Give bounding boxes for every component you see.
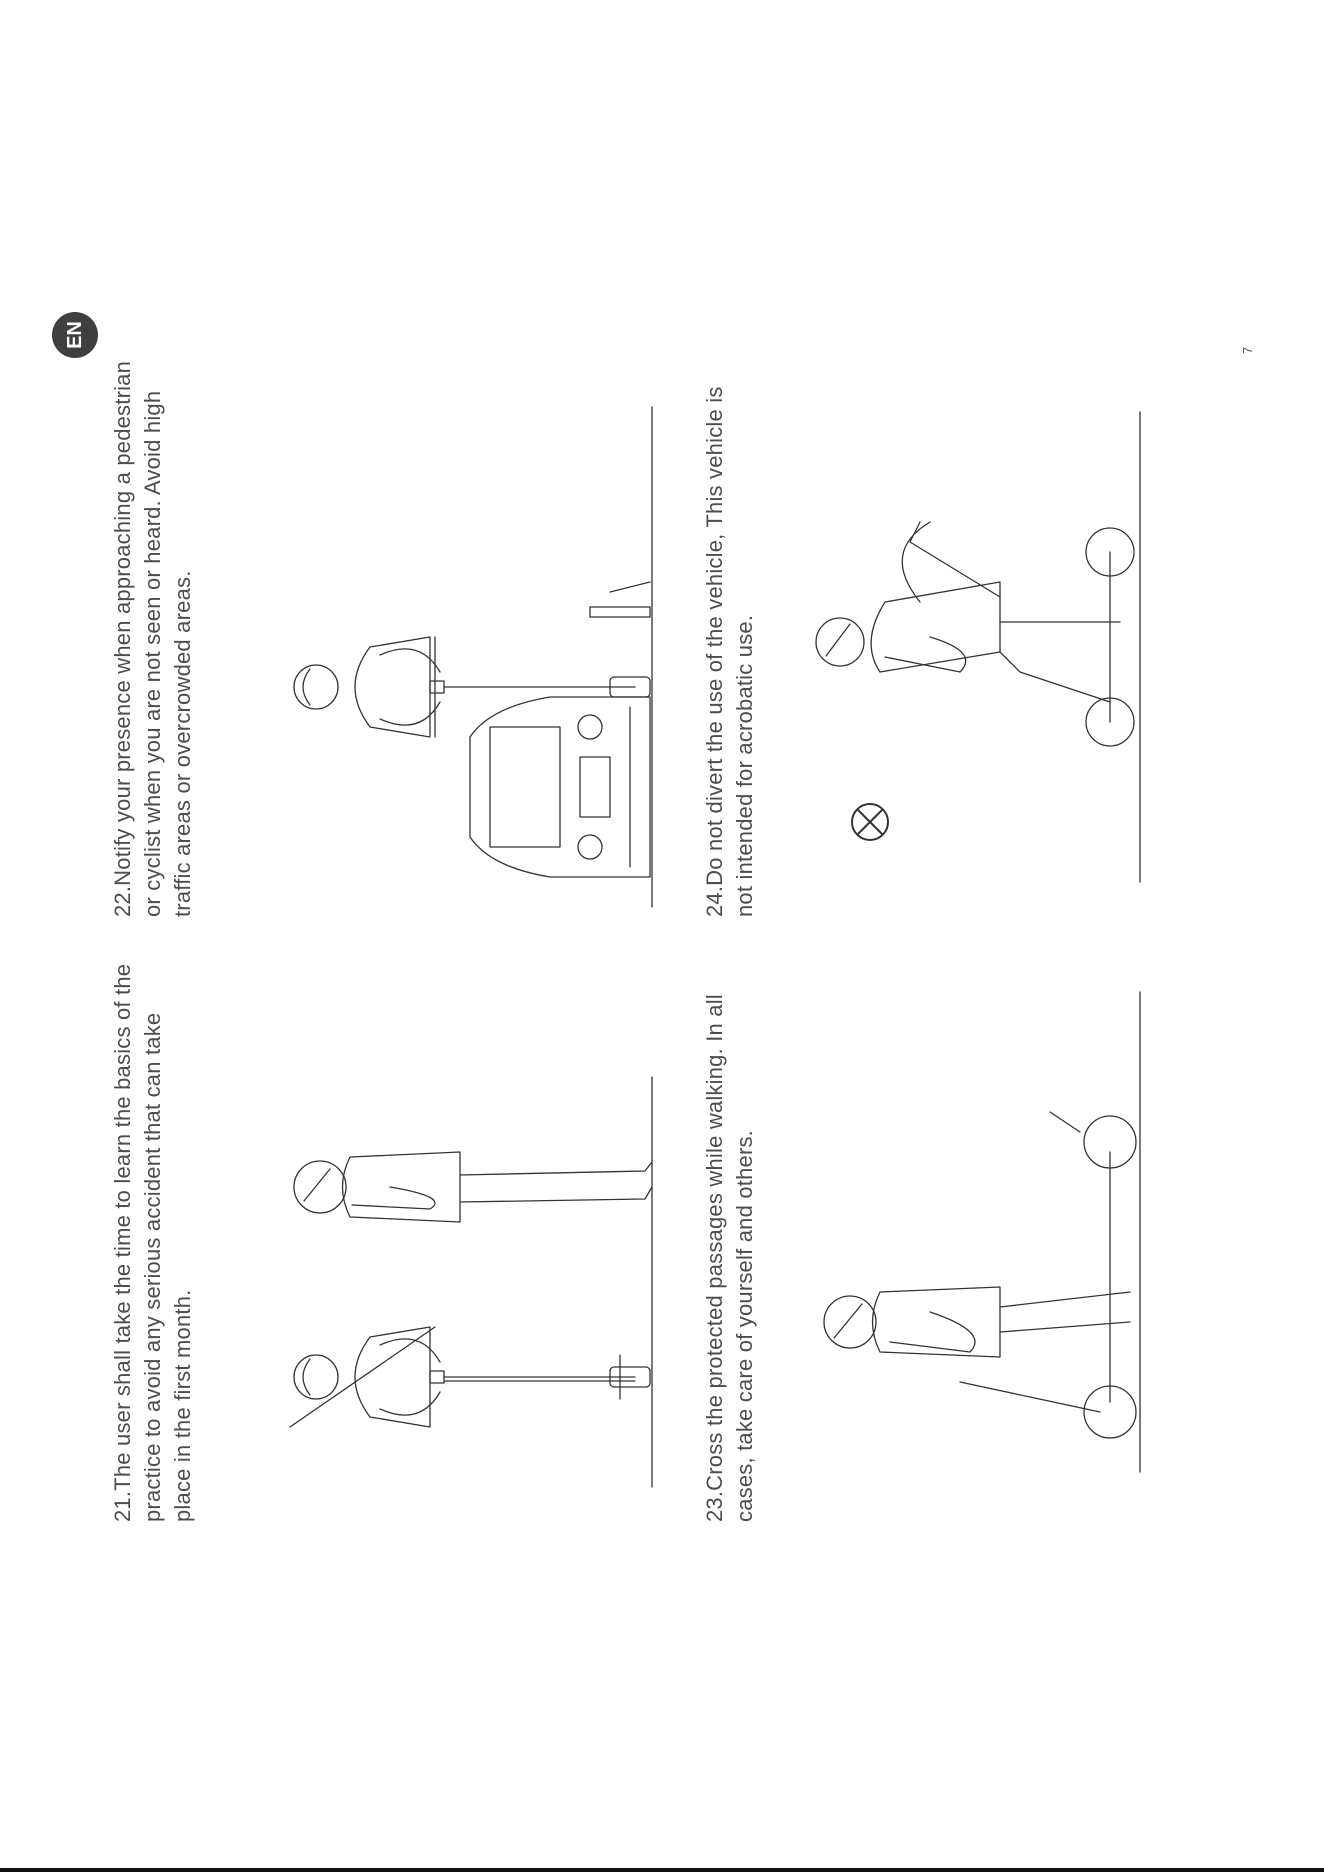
page-number [1240,347,1255,354]
language-badge-label: EN [63,321,86,349]
item-23-text: 23.Cross the protected passages while walking. In all cases, take care of yourself and others. [702,994,757,1522]
item-21-text: 21.The user shall take the time to learn the basics of the practice to avoid any serious accident that can take place in the first month. [110,963,195,1522]
circle-x-icon [852,804,888,840]
item-22-text: 22.Notify your presence when approaching a pedestrian or cyclist when you are not seen or heard. Avoid high traffic areas or overcrowded areas. [110,360,195,917]
language-badge [52,312,98,358]
learning-illustration [290,1067,690,1487]
notify-presence-illustration [290,407,690,907]
page-number-text: 7 [1240,346,1255,354]
acrobatic-use-illustration [800,412,1160,882]
item-24-text: 24.Do not divert the use of the vehicle, This vehicle is not intended for acrobatic use. [702,386,757,917]
bottom-bar [0,1868,1324,1872]
walking-crossing-illustration [810,992,1160,1472]
